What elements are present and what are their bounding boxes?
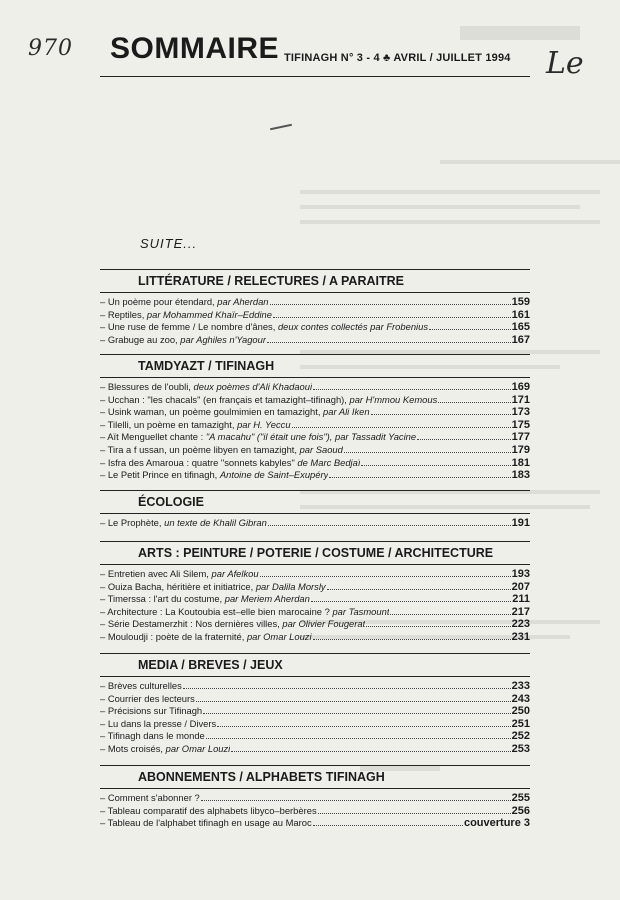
page-number: 256 [511, 804, 530, 817]
toc-entry[interactable] [100, 431, 530, 444]
entry-author: deux contes collectés par Frobenius [277, 321, 429, 333]
section-1 [100, 351, 530, 482]
entry-text: – Le Petit Prince en tifinagh, [100, 469, 220, 481]
section-5 [100, 762, 530, 830]
entry-title [100, 334, 266, 347]
entry-author: par Mohammed Khaïr–Eddine [146, 308, 272, 320]
page-number: 223 [511, 618, 530, 631]
entry-author: par Dalila Morsly [255, 580, 326, 592]
toc-entry[interactable] [100, 469, 530, 482]
page-number: 253 [511, 742, 530, 755]
entry-text: – Tifinagh dans le monde [100, 730, 205, 742]
entry-author: par Tasmount [332, 605, 390, 617]
entry-text: – Tableau comparatif des alphabets libyco–berbères [100, 804, 317, 816]
entry-text: – Aït Menguellet chante : [100, 431, 206, 443]
toc-entry[interactable] [100, 296, 530, 309]
entry-title [100, 381, 312, 394]
toc-entry[interactable] [100, 419, 530, 432]
page-number: 183 [511, 469, 530, 482]
section-3 [100, 538, 530, 644]
page-number: 217 [511, 605, 530, 618]
toc-entry[interactable] [100, 718, 530, 731]
toc-entry[interactable] [100, 606, 530, 619]
issue-info: TIFINAGH N° 3 - 4 ♣ AVRIL / JUILLET 1994 [284, 52, 511, 64]
page-number: 179 [511, 443, 530, 456]
entry-author: par Aghiles n'Yagour [180, 333, 266, 345]
dot-leader [183, 688, 511, 689]
section-divider [100, 354, 530, 355]
entry-title [100, 618, 365, 631]
entry-text: – Précisions sur Tifinagh [100, 705, 203, 717]
section-0 [100, 266, 530, 346]
entry-title [100, 581, 326, 594]
toc-entry[interactable] [100, 334, 530, 347]
entry-text: – Mouloudji : poète de la fraternité, [100, 630, 247, 642]
toc-entry[interactable] [100, 406, 530, 419]
dot-leader [438, 402, 510, 403]
page-number: 231 [511, 630, 530, 643]
page-number: 250 [511, 705, 530, 718]
entry-title [100, 805, 317, 818]
entry-title [100, 817, 312, 830]
entry-title [100, 431, 416, 444]
dot-leader [270, 304, 511, 305]
entry-title [100, 631, 312, 644]
entry-author: par Olivier Fougerat [282, 618, 366, 630]
dot-leader [260, 576, 511, 577]
dot-leader [318, 813, 511, 814]
page-number: 243 [511, 692, 530, 705]
page-number: 165 [511, 321, 530, 334]
entry-title [100, 705, 202, 718]
entry-title [100, 743, 230, 756]
dot-leader [203, 713, 511, 714]
handwritten-number: 970 [28, 36, 73, 61]
entry-title [100, 693, 195, 706]
entry-title [100, 718, 216, 731]
section-4 [100, 650, 530, 756]
entry-text: – Le Prophète, [100, 517, 165, 528]
toc-entry[interactable] [100, 444, 530, 457]
dot-leader [371, 414, 511, 415]
section-title: ARTS : PEINTURE / POTERIE / COSTUME / ARCHITECTURE [138, 546, 494, 560]
dot-leader [292, 427, 511, 428]
dot-leader [273, 317, 511, 318]
toc-entry[interactable] [100, 581, 530, 594]
section-divider [100, 765, 530, 766]
entry-text: – Timerssa : l'art du costume, [100, 593, 225, 605]
entry-author: par Saoud [299, 443, 343, 455]
toc-entry[interactable] [100, 321, 530, 334]
dot-leader [366, 626, 510, 627]
entry-text: – Reptiles, [100, 308, 147, 320]
section-title: TAMDYAZT / TIFINAGH [138, 359, 275, 373]
entry-title [100, 296, 269, 309]
handwritten-initials: Le [546, 46, 584, 81]
page-number: 251 [511, 717, 530, 730]
dot-leader [417, 439, 511, 440]
dot-leader [206, 738, 511, 739]
section-title: LITTÉRATURE / RELECTURES / A PARAITRE [138, 274, 404, 288]
entry-title [100, 606, 389, 619]
entry-text: – Tableau de l'alphabet tifinagh en usage au Maroc [100, 817, 312, 829]
toc-entry[interactable] [100, 730, 530, 743]
toc-entry[interactable] [100, 593, 530, 606]
page-number: 233 [511, 680, 530, 692]
entry-title [100, 444, 343, 457]
toc-entry[interactable] [100, 568, 530, 581]
entry-author: par Meriem Aherdan [224, 593, 310, 605]
dot-leader [201, 800, 511, 801]
toc-entry[interactable] [100, 394, 530, 407]
dot-leader [429, 329, 511, 330]
entry-title [100, 406, 370, 419]
section-title-rule [100, 788, 530, 789]
entry-title [100, 309, 272, 322]
section-divider [100, 269, 530, 270]
toc-entry[interactable] [100, 792, 530, 805]
entry-author: Antoine de Saint–Exupéry [219, 469, 329, 481]
entry-text: – Usink waman, un poème goulmimien en tamazight, [100, 406, 324, 418]
toc-entry[interactable] [100, 381, 530, 394]
entry-title [100, 792, 200, 805]
toc-entry[interactable] [100, 618, 530, 631]
stray-mark [270, 124, 292, 131]
entry-author: un texte de Khalil Gibran [164, 517, 267, 528]
dot-leader [196, 701, 511, 702]
dot-leader [268, 525, 511, 526]
page-number: 177 [511, 431, 530, 444]
entry-text: – Isfra des Amaroua : quatre "sonnets kabyles" [100, 456, 298, 468]
entry-title [100, 419, 291, 432]
entry-text: – Tilelli, un poème en tamazight, [100, 418, 238, 430]
entry-title [100, 568, 259, 581]
toc-entry[interactable] [100, 631, 530, 644]
entry-author: par Ali Iken [323, 406, 370, 418]
entry-author: "A macahu" ("il était une fois"), par Tassadit Yacine [205, 431, 417, 443]
dot-leader [267, 342, 511, 343]
page-number: couverture 3 [463, 817, 530, 830]
entry-author: deux poèmes d'Ali Khadaoui [193, 381, 313, 392]
dot-leader [329, 477, 510, 478]
entry-title [100, 517, 267, 530]
dot-leader [313, 825, 463, 826]
toc-entry[interactable] [100, 693, 530, 706]
entry-text: – Courrier des lecteurs [100, 692, 195, 704]
section-title-rule [100, 564, 530, 565]
entry-text: – Blessures de l'oubli, [100, 381, 194, 392]
page-number: 211 [512, 593, 530, 606]
entry-text: – Grabuge au zoo, [100, 333, 181, 345]
dot-leader [313, 389, 511, 390]
toc-entry[interactable] [100, 743, 530, 756]
toc-entry[interactable] [100, 805, 530, 818]
entry-text: – Entretien avec Ali Silem, [100, 568, 212, 579]
entry-author: de Marc Bedjaï [297, 456, 361, 468]
entry-author: par H. Yeccu [237, 418, 291, 430]
section-title-rule [100, 513, 530, 514]
entry-title [100, 469, 328, 482]
entry-text: – Ucchan : "les chacals" (en français et tamazight–tifinagh), [100, 393, 350, 405]
header-rule [100, 76, 530, 77]
entry-text: – Tira a f ussan, un poème libyen en tamazight, [100, 443, 300, 455]
dot-leader [231, 751, 510, 752]
page-number: 255 [511, 792, 530, 804]
section-title-rule [100, 292, 530, 293]
entry-title [100, 680, 182, 693]
section-divider [100, 490, 530, 491]
toc-entry[interactable] [100, 817, 530, 830]
page-number: 159 [511, 296, 530, 308]
entry-author: par Afelkou [211, 568, 259, 579]
toc-entry[interactable] [100, 517, 530, 530]
section-title-rule [100, 377, 530, 378]
toc-entry[interactable] [100, 705, 530, 718]
section-title: MEDIA / BREVES / JEUX [138, 658, 283, 672]
dot-leader [344, 452, 511, 453]
section-2 [100, 487, 530, 530]
dot-leader [311, 601, 511, 602]
page-number: 181 [511, 456, 530, 469]
toc-entry[interactable] [100, 680, 530, 693]
page-number: 193 [511, 568, 530, 580]
toc-entry[interactable] [100, 457, 530, 470]
page-number: 252 [511, 730, 530, 743]
page-number: 173 [511, 406, 530, 419]
section-title: ÉCOLOGIE [138, 495, 204, 509]
entry-author: par Aherdan [217, 296, 269, 307]
page-number: 207 [511, 580, 530, 593]
entry-title [100, 730, 205, 743]
page-number: 175 [511, 418, 530, 431]
page-number: 169 [511, 381, 530, 393]
page-number: 161 [511, 308, 530, 321]
dot-leader [361, 465, 510, 466]
section-divider [100, 541, 530, 542]
entry-text: – Lu dans la presse / Divers [100, 717, 217, 729]
entry-author: par Omar Louzi [246, 630, 312, 642]
page-title: SOMMAIRE [110, 32, 279, 65]
section-title-rule [100, 676, 530, 677]
section-title: ABONNEMENTS / ALPHABETS TIFINAGH [138, 770, 385, 784]
entry-author: par H'mmou Kemous [349, 393, 438, 405]
entry-text: – Mots croisés, [100, 742, 166, 754]
dot-leader [390, 614, 510, 615]
toc-entry[interactable] [100, 309, 530, 322]
entry-text: – Série Destamerzhit : Nos dernières villes, [100, 618, 283, 630]
dot-leader [217, 726, 510, 727]
dot-leader [327, 589, 511, 590]
entry-author: par Omar Louzi [165, 742, 231, 754]
entry-text: – Ouiza Bacha, héritière et initiatrice, [100, 580, 256, 592]
entry-text: – Comment s'abonner ? [100, 792, 200, 803]
entry-text: – Une ruse de femme / Le nombre d'ânes, [100, 321, 278, 333]
section-divider [100, 653, 530, 654]
dot-leader [313, 639, 511, 640]
entry-text: – Un poème pour étendard, [100, 296, 218, 307]
page-number: 171 [511, 393, 530, 406]
entry-title [100, 321, 428, 334]
entry-title [100, 457, 360, 470]
entry-title [100, 394, 437, 407]
page-number: 191 [511, 517, 530, 529]
page-number: 167 [511, 333, 530, 346]
suite-label: SUITE... [140, 236, 198, 251]
entry-title [100, 593, 310, 606]
entry-text: – Brèves culturelles [100, 680, 182, 691]
entry-text: – Architecture : La Koutoubia est–elle bien marocaine ? [100, 605, 333, 617]
